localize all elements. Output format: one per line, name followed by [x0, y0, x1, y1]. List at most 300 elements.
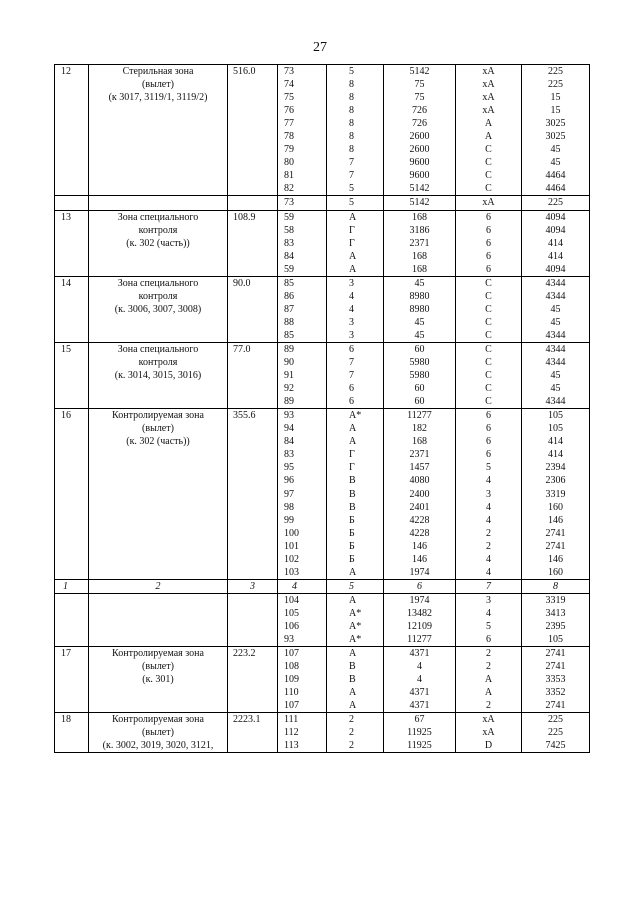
table-cell-value: 8980 [409, 290, 430, 302]
table-cell-value: 105 [548, 410, 563, 422]
table-cell-value: 8 [349, 79, 354, 91]
table-cell-value: 2 [486, 700, 491, 712]
zone-number-cell: 17 [55, 647, 89, 713]
table-cell-value: 4344 [545, 290, 566, 302]
table-cell-value: 13482 [407, 607, 432, 619]
table-cell-value: С [485, 157, 492, 169]
point-result-cell [522, 276, 590, 342]
zone-name-line: (к. 301) [142, 674, 174, 686]
table-cell-value: 80 [284, 157, 294, 169]
point-result-cell [522, 65, 590, 196]
zone-row [55, 593, 590, 646]
table-cell-value: С [485, 370, 492, 382]
table-cell-value: 6 [486, 237, 491, 249]
point-result-cell [522, 647, 590, 713]
table-cell-value: 7 [349, 357, 354, 369]
table-cell-value: 89 [284, 396, 294, 408]
table-cell-value: 6 [486, 423, 491, 435]
table-cell-value: 59 [284, 211, 294, 223]
table-cell-value: 73 [284, 197, 294, 209]
table-cell-value: 112 [284, 727, 299, 739]
table-cell-value: 2 [486, 648, 491, 660]
table-cell-value: 6 [486, 224, 491, 236]
zone-name-line: (к. 302 (часть)) [126, 436, 190, 448]
table-cell-value: В [349, 501, 356, 513]
table-cell-value: 84 [284, 436, 294, 448]
table-cell-value: 5 [349, 66, 354, 77]
table-cell-value: А [349, 566, 357, 578]
table-cell-value: 45 [414, 277, 425, 289]
point-class-cell [327, 65, 384, 196]
table-cell-value: Г [349, 462, 355, 474]
zone-area-cell: 355.6 [228, 409, 278, 580]
zone-name-cell [89, 593, 228, 646]
table-cell-value: 4344 [545, 357, 566, 369]
zone-name-line: (вылет) [142, 727, 174, 739]
table-cell-value: 73 [284, 66, 294, 77]
table-cell-value: 2371 [409, 237, 430, 249]
table-cell-value: 60 [414, 383, 425, 395]
table-cell-value: 113 [284, 740, 299, 752]
table-cell-value: А [484, 131, 493, 143]
table-cell-value: 4 [486, 566, 491, 578]
table-cell-value: 2 [486, 540, 491, 552]
point-class-cell [327, 647, 384, 713]
zone-number-cell [55, 196, 89, 210]
table-cell-value: С [485, 343, 492, 355]
table-cell-value: Б [349, 527, 355, 539]
table-cell-value: 98 [284, 501, 294, 513]
table-cell-value: 2371 [409, 449, 430, 461]
table-cell-value: 6 [486, 211, 491, 223]
table-cell-value: 2741 [545, 527, 566, 539]
table-cell-value: 146 [412, 540, 427, 552]
point-class-cell [327, 593, 384, 646]
table-cell-value: С [485, 290, 492, 302]
zone-name-line: (к. 3014, 3015, 3016) [114, 370, 202, 382]
table-cell-value: 160 [548, 501, 563, 513]
table-cell-value: 4464 [545, 170, 566, 182]
table-cell-value: 45 [550, 144, 561, 156]
table-cell-value: 15 [550, 92, 561, 104]
zone-number-cell: 18 [55, 713, 89, 753]
table-cell-value: 85 [284, 329, 294, 341]
point-number-cell [278, 647, 327, 713]
table-cell-value: 9600 [409, 170, 430, 182]
table-cell-value: А [349, 648, 357, 660]
table-cell-value: А* [349, 620, 362, 632]
zone-name-cell [89, 713, 228, 753]
point-result-cell [522, 210, 590, 276]
table-cell-value: 2741 [545, 700, 566, 712]
table-cell-value: 45 [550, 383, 561, 395]
table-cell-value: 11277 [407, 634, 432, 646]
table-cell-value: Б [349, 540, 355, 552]
point-number-cell [278, 713, 327, 753]
table-cell-value: В [349, 661, 356, 673]
zone-name-line: (вылет) [142, 423, 174, 435]
table-cell-value: 5 [349, 197, 354, 209]
table-cell-value: 45 [414, 316, 425, 328]
table-cell-value: 5980 [409, 370, 430, 382]
column-number-cell: 2 [89, 579, 228, 593]
table-cell-value: 2 [486, 527, 491, 539]
zone-area-cell: 2223.1 [228, 713, 278, 753]
zone-number-cell: 13 [55, 210, 89, 276]
table-cell-value: 2401 [409, 501, 430, 513]
zone-number-cell: 15 [55, 342, 89, 408]
table-cell-value: 88 [284, 316, 294, 328]
table-cell-value: 225 [548, 66, 563, 77]
table-cell-value: 108 [284, 661, 299, 673]
table-cell-value: 4371 [409, 648, 430, 660]
table-cell-value: 107 [284, 648, 299, 660]
table-cell-value: хА [482, 727, 495, 739]
point-class-cell [327, 196, 384, 210]
table-cell-value: 78 [284, 131, 294, 143]
table-cell-value: 45 [550, 316, 561, 328]
point-number-cell [278, 276, 327, 342]
table-cell-value: хА [482, 92, 495, 104]
table-cell-value: 3 [349, 277, 354, 289]
zone-name-line: (к 3017, 3119/1, 3119/2) [108, 92, 208, 104]
table-cell-value: С [485, 396, 492, 408]
table-cell-value: 8 [349, 105, 354, 117]
point-value-cell [384, 210, 456, 276]
table-cell-value: А [349, 423, 357, 435]
table-cell-value: 3 [349, 316, 354, 328]
table-cell-value: 99 [284, 514, 294, 526]
table-cell-value: 5142 [409, 183, 430, 195]
point-number-cell [278, 342, 327, 408]
table-cell-value: А* [349, 410, 362, 422]
table-cell-value: хА [482, 197, 495, 209]
table-cell-value: 45 [550, 370, 561, 382]
table-cell-value: 8 [349, 131, 354, 143]
zone-name-cell [89, 342, 228, 408]
point-value-cell [384, 65, 456, 196]
table-cell-value: А [349, 436, 357, 448]
table-cell-value: 77 [284, 118, 294, 130]
table-cell-value: 4344 [545, 329, 566, 341]
table-cell-value: 4 [486, 475, 491, 487]
table-cell-value: 5 [486, 620, 491, 632]
table-cell-value: 4 [349, 290, 354, 302]
table-cell-value: 82 [284, 183, 294, 195]
table-cell-value: 8980 [409, 303, 430, 315]
table-cell-value: хА [482, 66, 495, 77]
table-cell-value: 8 [349, 144, 354, 156]
point-number-cell [278, 593, 327, 646]
zone-name-cell [89, 65, 228, 196]
table-cell-value: 85 [284, 277, 294, 289]
table-cell-value: 105 [548, 634, 563, 646]
table-cell-value: 83 [284, 237, 294, 249]
table-cell-value: 168 [412, 436, 427, 448]
column-number-cell: 4 [278, 579, 327, 593]
zone-name-line: Зона специального [117, 277, 199, 289]
table-cell-value: 146 [548, 514, 563, 526]
table-cell-value: 8 [349, 92, 354, 104]
table-cell-value: 100 [284, 527, 299, 539]
table-cell-value: 58 [284, 224, 294, 236]
table-cell-value: 76 [284, 105, 294, 117]
table-cell-value: С [485, 357, 492, 369]
point-code-cell [456, 210, 522, 276]
point-value-cell [384, 196, 456, 210]
table-cell-value: 67 [414, 714, 425, 726]
zone-area-cell [228, 196, 278, 210]
point-code-cell [456, 342, 522, 408]
point-code-cell [456, 647, 522, 713]
table-cell-value: 168 [412, 250, 427, 262]
table-cell-value: 225 [548, 197, 563, 209]
table-cell-value: 4344 [545, 396, 566, 408]
point-code-cell [456, 409, 522, 580]
zone-name-line: контроля [138, 357, 178, 369]
point-value-cell [384, 342, 456, 408]
coordinates-table [54, 64, 590, 753]
table-cell-value: 3025 [545, 131, 566, 143]
point-number-cell [278, 196, 327, 210]
table-cell-value: 4464 [545, 183, 566, 195]
table-cell-value: 4 [486, 501, 491, 513]
table-cell-value: 7 [349, 157, 354, 169]
table-cell-value: 12109 [407, 620, 432, 632]
zone-row [55, 342, 590, 408]
point-class-cell [327, 276, 384, 342]
table-cell-value: 6 [349, 343, 354, 355]
table-cell-value: 4 [417, 661, 422, 673]
table-cell-value: 6 [349, 396, 354, 408]
table-cell-value: 60 [414, 396, 425, 408]
point-value-cell [384, 647, 456, 713]
point-class-cell [327, 713, 384, 753]
table-cell-value: 168 [412, 211, 427, 223]
table-cell-value: 11925 [407, 727, 432, 739]
zone-name-line: контроля [138, 224, 178, 236]
zone-name-line: контроля [138, 290, 178, 302]
column-number-cell: 7 [456, 579, 522, 593]
table-cell-value: 3 [349, 329, 354, 341]
table-cell-value: 86 [284, 290, 294, 302]
table-cell-value: 3352 [545, 687, 566, 699]
point-class-cell [327, 342, 384, 408]
zone-row [55, 713, 590, 753]
table-cell-value: Б [349, 553, 355, 565]
table-cell-value: 2 [349, 714, 354, 726]
table-cell-value: 45 [414, 329, 425, 341]
table-cell-value: 2741 [545, 648, 566, 660]
point-value-cell [384, 593, 456, 646]
table-cell-value: 94 [284, 423, 294, 435]
table-cell-value: 95 [284, 462, 294, 474]
table-cell-value: 4344 [545, 277, 566, 289]
zone-area-cell: 77.0 [228, 342, 278, 408]
table-cell-value: 8 [349, 118, 354, 130]
zone-name-cell [89, 196, 228, 210]
point-code-cell [456, 276, 522, 342]
point-number-cell [278, 210, 327, 276]
table-cell-value: 15 [550, 105, 561, 117]
zone-name-line: (к. 3006, 3007, 3008) [114, 303, 202, 315]
zone-name-line: (вылет) [142, 79, 174, 91]
table-cell-value: 414 [548, 449, 563, 461]
table-cell-value: 2600 [409, 131, 430, 143]
table-cell-value: 225 [548, 714, 563, 726]
table-cell-value: С [485, 277, 492, 289]
zone-number-cell: 12 [55, 65, 89, 196]
column-number-cell: 1 [55, 579, 89, 593]
zone-area-cell: 223.2 [228, 647, 278, 713]
table-cell-value: хА [482, 105, 495, 117]
table-cell-value: 1457 [409, 462, 430, 474]
table-cell-value: С [485, 144, 492, 156]
table-cell-value: 4 [349, 303, 354, 315]
table-cell-value: 182 [412, 423, 427, 435]
table-cell-value: 87 [284, 303, 294, 315]
zone-name-cell [89, 647, 228, 713]
table-cell-value: 110 [284, 687, 299, 699]
table-cell-value: 414 [548, 436, 563, 448]
point-result-cell [522, 196, 590, 210]
table-cell-value: 7 [349, 370, 354, 382]
table-cell-value: С [485, 183, 492, 195]
table-cell-value: D [484, 740, 493, 752]
table-cell-value: 4 [486, 607, 491, 619]
table-cell-value: 93 [284, 410, 294, 422]
point-value-cell [384, 713, 456, 753]
table-cell-value: 60 [414, 343, 425, 355]
table-cell-value: 2741 [545, 661, 566, 673]
table-cell-value: 6 [486, 263, 491, 275]
table-cell-value: 4228 [409, 514, 430, 526]
table-cell-value: 74 [284, 79, 294, 91]
table-cell-value: 101 [284, 540, 299, 552]
table-cell-value: 4371 [409, 700, 430, 712]
table-cell-value: 2 [349, 727, 354, 739]
table-cell-value: 83 [284, 449, 294, 461]
table-cell-value: 3186 [409, 224, 430, 236]
table-cell-value: 6 [486, 436, 491, 448]
table-cell-value: 7 [349, 170, 354, 182]
table-cell-value: 3025 [545, 118, 566, 130]
table-cell-value: 4 [417, 674, 422, 686]
column-number-cell: 6 [384, 579, 456, 593]
table-cell-value: 4094 [545, 224, 566, 236]
table-cell-value: С [485, 329, 492, 341]
table-cell-value: 2400 [409, 488, 430, 500]
table-cell-value: Б [349, 514, 355, 526]
table-cell-value: 4094 [545, 263, 566, 275]
table-cell-value: Г [349, 224, 355, 236]
zone-name-line: Зона специального [117, 343, 199, 355]
column-number-row [55, 579, 590, 593]
table-cell-value: 103 [284, 566, 299, 578]
table-cell-value: 2 [349, 740, 354, 752]
table-cell-value: 4344 [545, 343, 566, 355]
point-number-cell [278, 409, 327, 580]
table-cell-value: 75 [414, 79, 425, 91]
table-cell-value: 6 [486, 410, 491, 422]
table-cell-value: 11277 [407, 410, 432, 422]
table-cell-value: 75 [284, 92, 294, 104]
zone-name-cell [89, 276, 228, 342]
table-cell-value: 168 [412, 263, 427, 275]
table-cell-value: 59 [284, 263, 294, 275]
table-cell-value: 2 [486, 661, 491, 673]
point-code-cell [456, 65, 522, 196]
zone-row [55, 276, 590, 342]
table-cell-value: А [349, 687, 357, 699]
zone-row [55, 647, 590, 713]
table-cell-value: 2395 [545, 620, 566, 632]
table-cell-value: 5 [349, 183, 354, 195]
zone-area-cell: 516.0 [228, 65, 278, 196]
table-cell-value: 102 [284, 553, 299, 565]
table-cell-value: 3 [486, 488, 491, 500]
table-cell-value: 6 [486, 634, 491, 646]
table-cell-value: А [349, 263, 357, 275]
zone-name-line: Зона специального [117, 211, 199, 223]
point-value-cell [384, 276, 456, 342]
table-cell-value: С [485, 383, 492, 395]
table-cell-value: 5 [486, 462, 491, 474]
table-cell-value: 4228 [409, 527, 430, 539]
table-cell-value: 93 [284, 634, 294, 646]
table-cell-value: С [485, 316, 492, 328]
point-code-cell [456, 196, 522, 210]
point-result-cell [522, 593, 590, 646]
point-result-cell [522, 342, 590, 408]
zone-name-line: (к. 302 (часть)) [126, 237, 190, 249]
table-cell-value: 1974 [409, 594, 430, 606]
table-cell-value: 2306 [545, 475, 566, 487]
table-cell-value: 105 [284, 607, 299, 619]
table-cell-value: 225 [548, 79, 563, 91]
table-cell-value: 2741 [545, 540, 566, 552]
table-cell-value: 91 [284, 370, 294, 382]
table-cell-value: 1974 [409, 566, 430, 578]
point-code-cell [456, 713, 522, 753]
table-cell-value: 5142 [409, 66, 430, 77]
table-cell-value: 9600 [409, 157, 430, 169]
zone-name-line: Стерильная зона [122, 66, 194, 77]
table-cell-value: А [484, 674, 493, 686]
table-cell-value: 2394 [545, 462, 566, 474]
page-number: 27 [313, 40, 327, 55]
table-cell-value: А* [349, 607, 362, 619]
table-cell-value: 45 [550, 157, 561, 169]
column-number-cell: 3 [228, 579, 278, 593]
table-cell-value: 4371 [409, 687, 430, 699]
table-cell-value: С [485, 303, 492, 315]
table-cell-value: С [485, 170, 492, 182]
table-cell-value: 96 [284, 475, 294, 487]
zone-number-cell [55, 593, 89, 646]
table-cell-value: 3353 [545, 674, 566, 686]
table-cell-value: 3319 [545, 594, 566, 606]
table-cell-value: 109 [284, 674, 299, 686]
table-cell-value: 3413 [545, 607, 566, 619]
point-class-cell [327, 210, 384, 276]
point-value-cell [384, 409, 456, 580]
point-number-cell [278, 65, 327, 196]
zone-name-cell [89, 409, 228, 580]
table-cell-value: 104 [284, 594, 299, 606]
zone-area-cell: 108.9 [228, 210, 278, 276]
table-cell-value: 225 [548, 727, 563, 739]
